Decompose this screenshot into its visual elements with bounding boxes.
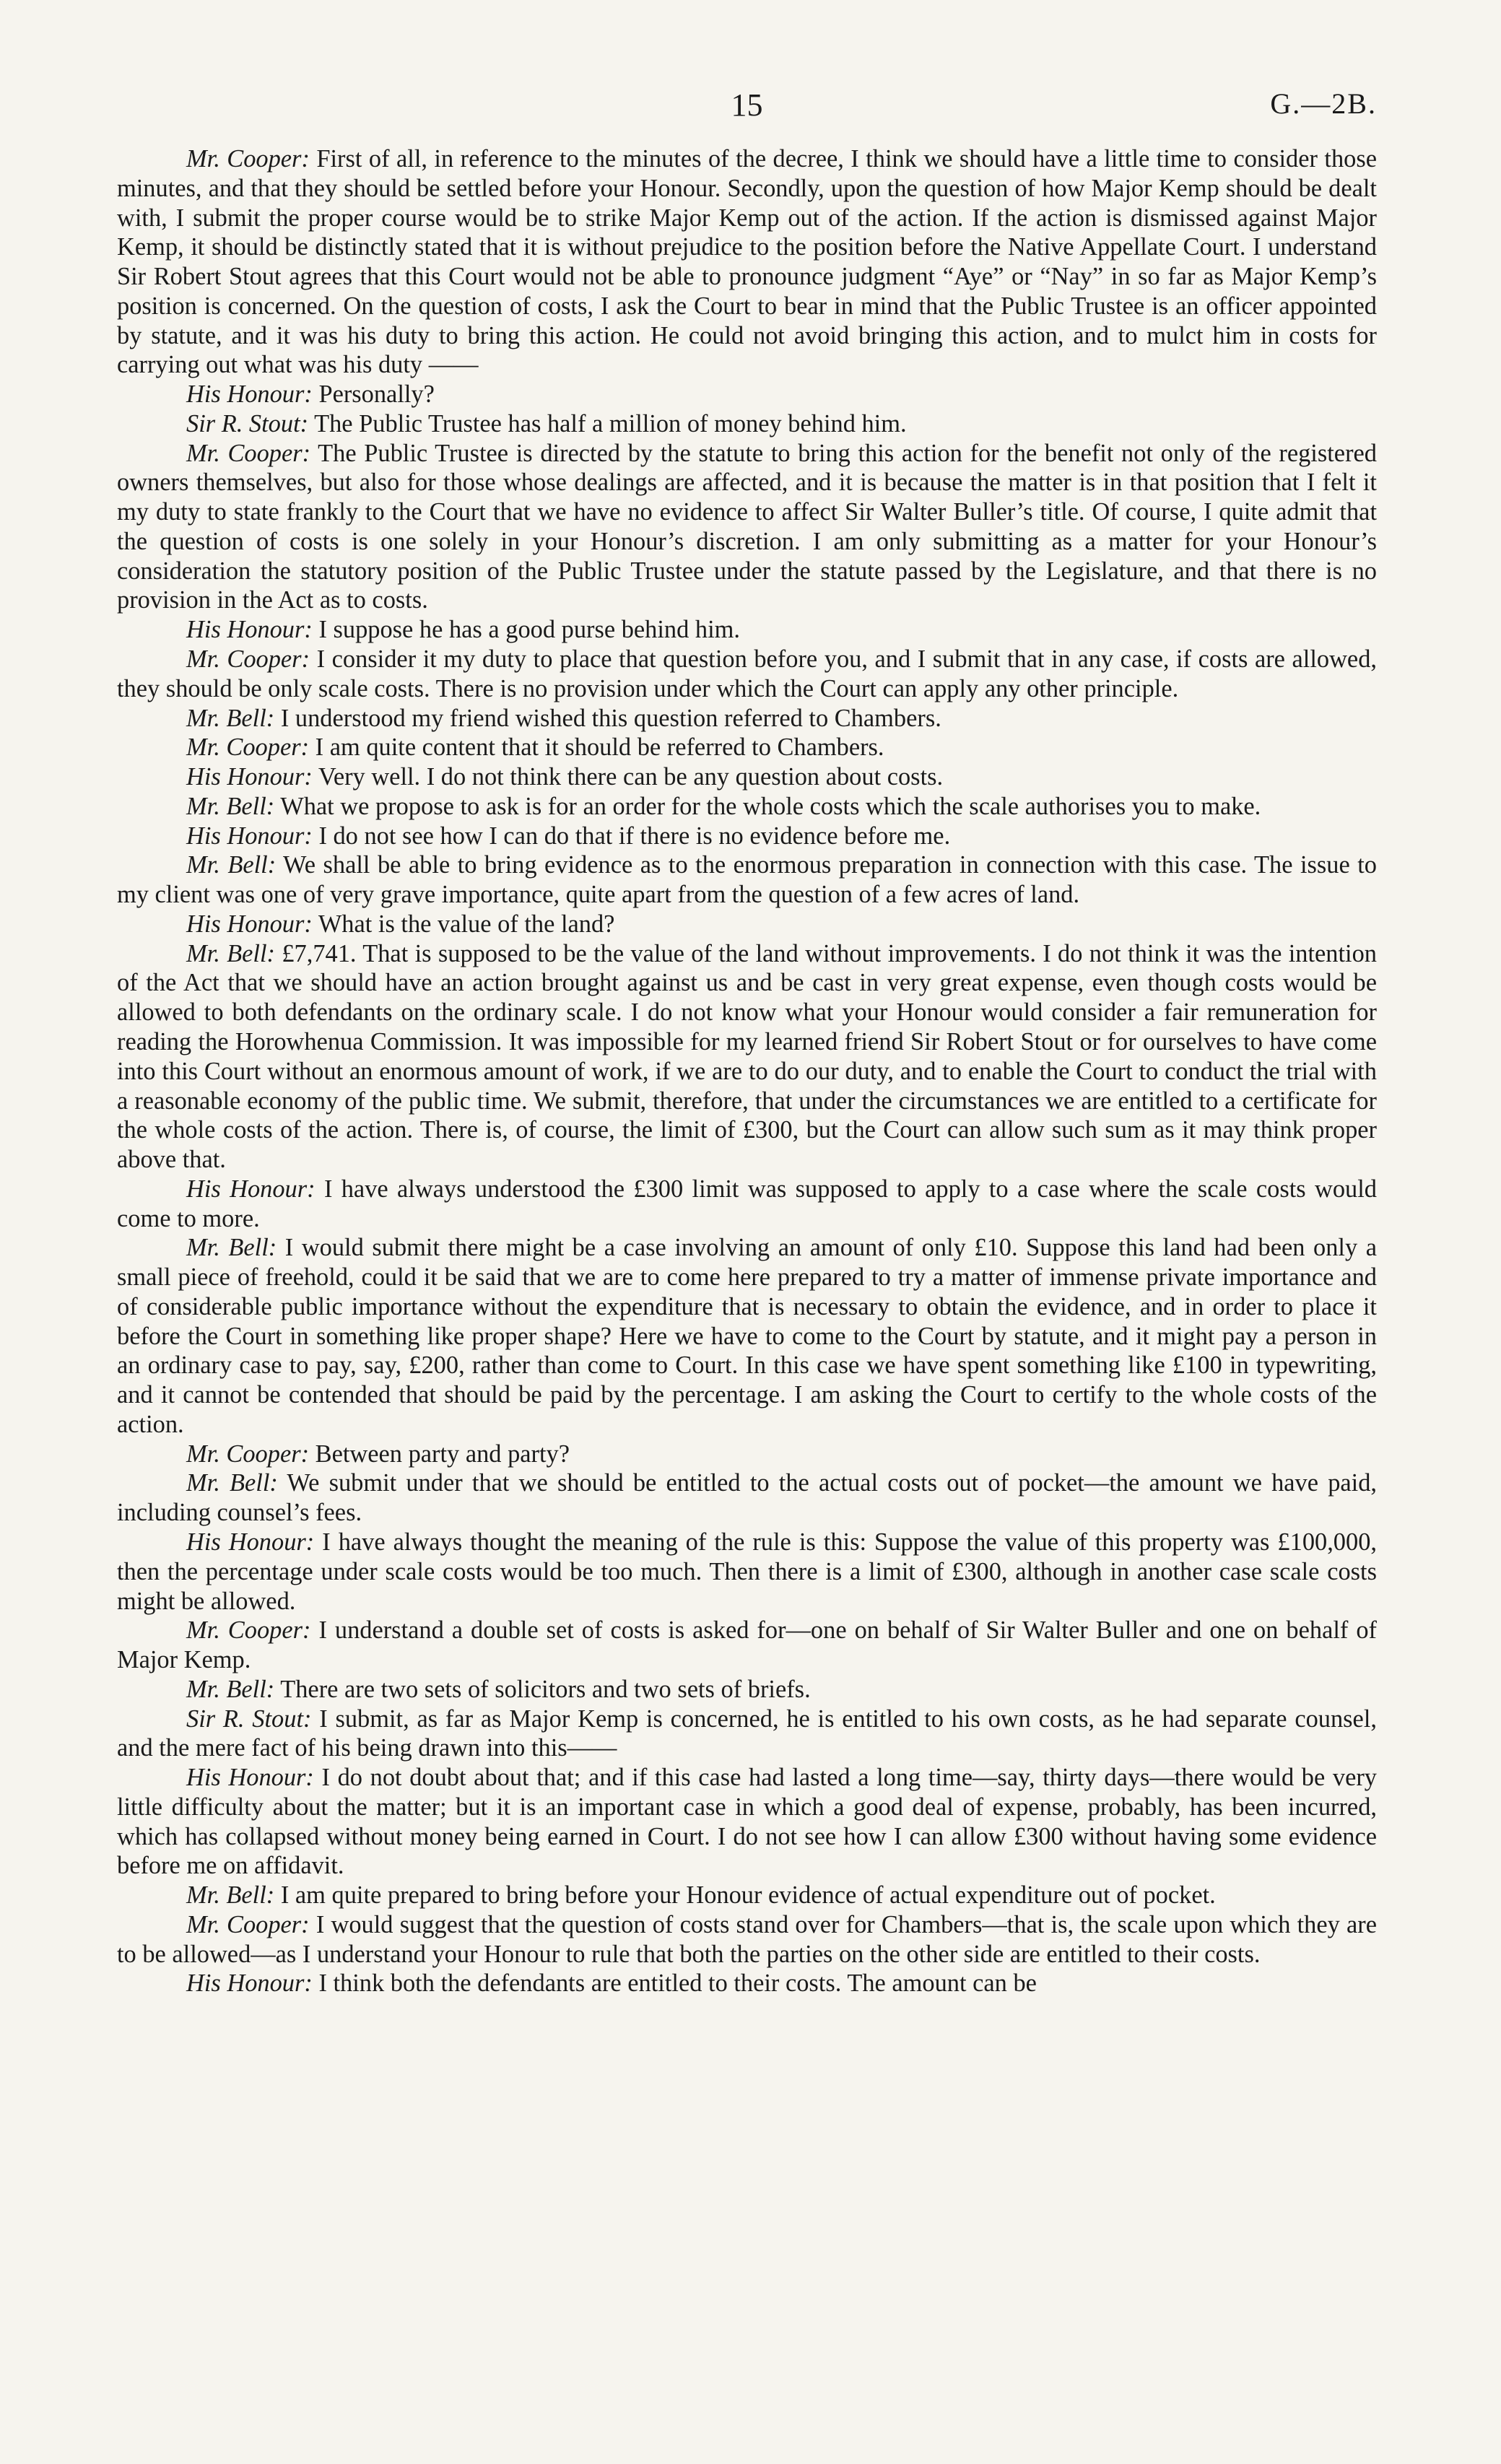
transcript-paragraph — [117, 645, 1377, 704]
speaker-name: Mr. Bell: — [186, 1675, 275, 1703]
speaker-name: Mr. Bell: — [186, 1469, 278, 1497]
speaker-name: Mr. Cooper: — [186, 439, 311, 467]
speaker-name: His Honour: — [186, 1969, 313, 1998]
speaker-name: Mr. Cooper: — [186, 1440, 310, 1468]
speaker-name: Mr. Cooper: — [186, 733, 310, 762]
transcript-paragraph — [117, 1468, 1377, 1528]
speech-text: I have always thought the meaning of the rule is this: Suppose the value of this property was £100,000, then the percentage under scale costs would be too much. Then there is a limit of £300, although in another case scale costs might be allowed. — [117, 1528, 1377, 1615]
transcript-paragraph — [117, 910, 1377, 939]
speech-text: £7,741. That is supposed to be the value of the land without improvements. I do not think it was the intention of the Act that we should have an action brought against us and be cast in very great expense, even though costs would be allowed to both defendants on the ordinary scale. I do not know what your Honour would consider a fair remuneration for reading the Horowhenua Commission. It was impossible for my learned friend Sir Robert Stout or for ourselves to have come into this Court without an enormous amount of work, if we are to do our duty, and to enable the Court to conduct the trial with a reasonable economy of the public time. We submit, therefore, that under the circumstances we are entitled to a certificate for the whole costs of the action. There is, of course, the limit of £300, but the Court can allow such sum as it may think proper above that. — [117, 939, 1377, 1174]
speech-text: I submit, as far as Major Kemp is concerned, he is entitled to his own costs, as he had separate counsel, and the mere fact of his being drawn into this—— — [117, 1705, 1377, 1762]
transcript-paragraph — [117, 1440, 1377, 1469]
speaker-name: His Honour: — [186, 616, 313, 644]
transcript-paragraph — [117, 1705, 1377, 1764]
speaker-name: Mr. Bell: — [186, 1234, 277, 1262]
page-header — [117, 87, 1377, 130]
speech-text: We submit under that we should be entitled to the actual costs out of pocket—the amount we have paid, including counsel’s fees. — [117, 1469, 1377, 1527]
speaker-name: His Honour: — [186, 380, 313, 409]
speaker-name: Mr. Bell: — [186, 792, 275, 820]
speaker-name: His Honour: — [186, 763, 313, 791]
transcript-paragraph — [117, 1881, 1377, 1910]
speech-text: I am quite content that it should be referred to Chambers. — [315, 733, 884, 762]
speech-text: We shall be able to bring evidence as to the enormous preparation in connection with this case. The issue to my client was one of very grave importance, quite apart from the question of a few acres of land. — [117, 851, 1378, 909]
transcript-paragraph — [117, 850, 1377, 910]
transcript-paragraph — [117, 1969, 1377, 1998]
speech-text: I am quite prepared to bring before your Honour evidence of actual expenditure out of pocket. — [280, 1881, 1216, 1910]
speaker-name: Sir R. Stout: — [186, 1705, 312, 1733]
speech-text: The Public Trustee is directed by the statute to bring this action for the benefit not only of the registered owners themselves, but also for those whose dealings are affected, and it is because the matter is in that position that I felt it my duty to state frankly to the Court that we have no evidence to affect Sir Walter Buller’s title. Of course, I quite admit that the question of costs is one solely in your Honour’s discretion. I am only submitting as a matter for your Honour’s consideration the statutory position of the Public Trustee under the statute passed by the Legislature, and that there is no provision in the Act as to costs. — [117, 439, 1377, 614]
speech-text: I understood my friend wished this question referred to Chambers. — [280, 704, 941, 732]
transcript-paragraph — [117, 1175, 1377, 1234]
speaker-name: Mr. Cooper: — [186, 1616, 311, 1645]
transcript-paragraph — [117, 409, 1377, 439]
speech-text: Personally? — [318, 380, 435, 409]
speech-text: I do not see how I can do that if there is no evidence before me. — [318, 822, 951, 850]
transcript-paragraph — [117, 704, 1377, 733]
speaker-name: Mr. Cooper: — [186, 1910, 310, 1938]
speech-text: There are two sets of solicitors and two sets of briefs. — [280, 1675, 811, 1703]
speech-text: I do not doubt about that; and if this case had lasted a long time—say, thirty days—there would be very little difficulty about the matter; but it is an important case in which a good deal of expense, probably, has been incurred, which has collapsed without money being earned in Court. I do not see how I can allow £300 without having some evidence before me on affidavit. — [117, 1764, 1377, 1880]
speech-text: I understand a double set of costs is asked for—one on behalf of Sir Walter Buller and one on behalf of Major Kemp. — [117, 1616, 1377, 1674]
speech-text: I have always understood the £300 limit was supposed to apply to a case where the scale costs would come to more. — [117, 1175, 1377, 1232]
speech-text: The Public Trustee has half a million of money behind him. — [314, 409, 907, 437]
transcript-body — [117, 144, 1377, 1998]
transcript-paragraph — [117, 1528, 1377, 1616]
speaker-name: His Honour: — [186, 1175, 316, 1203]
speaker-name: Mr. Cooper: — [186, 145, 310, 173]
speech-text: Very well. I do not think there can be any question about costs. — [318, 763, 944, 791]
speech-text: I would suggest that the question of costs stand over for Chambers—that is, the scale upon which they are to be allowed—as I understand your Honour to rule that both the parties on the other side are entitled to their costs. — [117, 1910, 1377, 1968]
speaker-name: His Honour: — [186, 910, 313, 938]
speaker-name: Mr. Bell: — [186, 939, 275, 967]
speaker-name: Mr. Bell: — [186, 1881, 275, 1910]
transcript-paragraph — [117, 733, 1377, 762]
page-number: 15 — [731, 87, 763, 123]
transcript-paragraph — [117, 615, 1377, 645]
speech-text: I think both the defendants are entitled to their costs. The amount can be — [318, 1969, 1037, 1998]
transcript-paragraph — [117, 144, 1377, 380]
transcript-paragraph — [117, 1616, 1377, 1675]
speaker-name: His Honour: — [186, 822, 313, 850]
transcript-paragraph — [117, 380, 1377, 409]
speech-text: I would submit there might be a case involving an amount of only £10. Suppose this land had been only a small piece of freehold, could it be said that we are to come here prepared to try a matter of immense private importance and of considerable public importance without the expenditure that is necessary to obtain the evidence, and in order to place it before the Court in something like proper shape? Here we have to come to the Court by statute, and it might pay a person in an ordinary case to pay, say, £200, rather than come to Court. In this case we have spent something like £100 in typewriting, and it cannot be contended that should be paid by the percentage. I am asking the Court to certify to the whole costs of the action. — [117, 1234, 1377, 1438]
speech-text: What we propose to ask is for an order for the whole costs which the scale authorises you to make. — [280, 792, 1261, 820]
transcript-paragraph — [117, 1675, 1377, 1705]
speech-text: What is the value of the land? — [318, 910, 615, 938]
speaker-name: His Honour: — [186, 1764, 314, 1792]
speaker-name: Mr. Bell: — [186, 851, 277, 879]
speech-text: I consider it my duty to place that question before you, and I submit that in any case, if costs are allowed, they should be only scale costs. There is no provision under which the Court can apply any other principle. — [117, 645, 1377, 702]
speech-text: I suppose he has a good purse behind him. — [318, 616, 741, 644]
transcript-paragraph — [117, 822, 1377, 851]
speaker-name: Mr. Cooper: — [186, 645, 310, 674]
transcript-paragraph — [117, 792, 1377, 822]
speaker-name: Mr. Bell: — [186, 704, 275, 732]
speech-text: First of all, in reference to the minutes of the decree, I think we should have a little time to consider those minutes, and that they should be settled before your Honour. Secondly, upon the question of how Major Kemp should be dealt with, I submit the proper course would be to strike Major Kemp out of the action. If the action is dismissed against Major Kemp, it should be distinctly stated that it is without prejudice to the position before the Native Appellate Court. I understand Sir Robert Stout agrees that this Court would not be able to pronounce judgment “Aye” or “Nay” in so far as Major Kemp’s position is concerned. On the question of costs, I ask the Court to bear in mind that the Public Trustee is an officer appointed by statute, and it was his duty to bring this action. He could not avoid bringing this action, and to mulct him in costs for carrying out what was his duty —— — [117, 145, 1378, 379]
transcript-paragraph — [117, 762, 1377, 792]
speaker-name: His Honour: — [186, 1528, 315, 1556]
transcript-paragraph — [117, 439, 1377, 616]
document-code: G.—2B. — [1270, 87, 1377, 120]
transcript-paragraph — [117, 939, 1377, 1175]
transcript-paragraph — [117, 1233, 1377, 1439]
speaker-name: Sir R. Stout: — [186, 409, 309, 437]
speech-text: Between party and party? — [315, 1440, 570, 1468]
transcript-paragraph — [117, 1910, 1377, 1969]
transcript-paragraph — [117, 1763, 1377, 1881]
